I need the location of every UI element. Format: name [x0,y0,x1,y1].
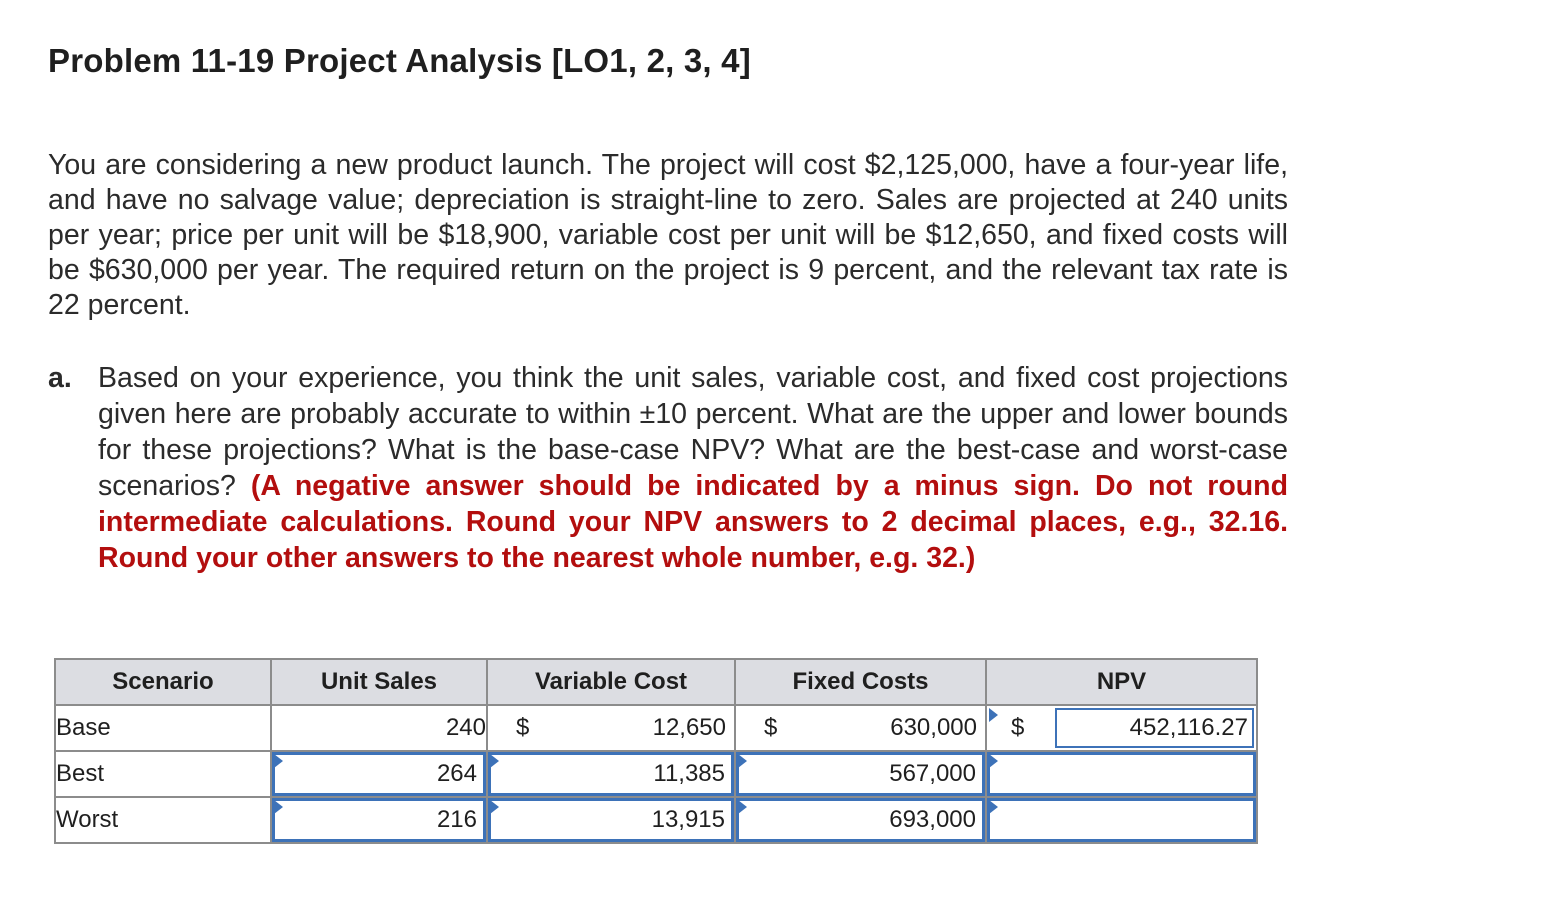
header-unit-sales: Unit Sales [271,659,487,705]
page-title: Problem 11-19 Project Analysis [LO1, 2, 3, 4] [48,42,751,79]
header-variable-cost: Variable Cost [487,659,735,705]
table-row-worst [55,797,1257,843]
question-text: Based on your experience, you think the unit sales, variable cost, and fixed cost projections given here are probably accurate to within ±10 percent. What are the upper and lower bounds for these projections? What is the base-case NPV? What are the best-case and worst-case scenarios? [98,362,1288,502]
base-variable-cost-cell [487,705,735,751]
worst-npv-cell [986,797,1257,843]
answer-flag-icon [490,800,499,814]
base-npv-input[interactable]: 452,116.27 [1055,708,1254,748]
worst-fixed-costs-cell [735,797,986,843]
worst-variable-cost-input[interactable]: 13,915 [488,798,734,842]
answer-flag-icon [989,754,998,768]
currency-symbol: $ [1011,714,1025,741]
worst-variable-cost-cell [487,797,735,843]
currency-symbol: $ [516,714,530,741]
answer-flag-icon [738,800,747,814]
worst-unit-sales-cell [271,797,487,843]
best-npv-input[interactable] [987,752,1256,796]
header-scenario: Scenario [55,659,271,705]
worst-npv-input[interactable] [987,798,1256,842]
best-variable-cost-cell [487,751,735,797]
scenario-label: Worst [55,797,271,843]
best-npv-cell [986,751,1257,797]
base-npv-cell [986,705,1257,751]
answer-flag-icon [274,754,283,768]
answer-flag-icon [989,708,998,722]
base-fixed-costs: 630,000 [890,714,977,741]
header-npv: NPV [986,659,1257,705]
header-fixed-costs: Fixed Costs [735,659,986,705]
scenario-label: Best [55,751,271,797]
best-unit-sales-cell [271,751,487,797]
problem-description: You are considering a new product launch. The project will cost $2,125,000, have a four-year life, and have no salvage value; depreciation is straight-line to zero. Sales are projected at 240 units per year; price per unit will be $18,900, variable cost per unit will be $12,650, and fixed costs will be $630,000 per year. The required return on the project is 9 percent, and the relevant tax rate is 22 percent. [48,149,1288,321]
question-a [48,360,1288,576]
answer-flag-icon [490,754,499,768]
best-fixed-costs-input[interactable]: 567,000 [736,752,985,796]
currency-symbol: $ [764,714,778,741]
base-variable-cost: 12,650 [652,714,726,741]
scenario-table [54,658,1258,844]
base-fixed-costs-cell [735,705,986,751]
question-letter: a. [48,362,72,394]
best-variable-cost-input[interactable]: 11,385 [488,752,734,796]
best-fixed-costs-cell [735,751,986,797]
question-instruction: (A negative answer should be indicated by a minus sign. Do not round intermediate calculations. Round your NPV answers to 2 decimal places, e.g., 32.16. Round your other answers to the nearest whole number, e.g. 32.) [98,470,1288,574]
worst-fixed-costs-input[interactable]: 693,000 [736,798,985,842]
table-header-row [55,659,1257,705]
table-row-best [55,751,1257,797]
base-unit-sales: 240 [271,705,487,751]
answer-flag-icon [738,754,747,768]
scenario-label: Base [55,705,271,751]
question-text-block [98,360,1288,576]
best-unit-sales-input[interactable]: 264 [272,752,486,796]
answer-flag-icon [989,800,998,814]
answer-flag-icon [274,800,283,814]
table-row-base [55,705,1257,751]
worst-unit-sales-input[interactable]: 216 [272,798,486,842]
